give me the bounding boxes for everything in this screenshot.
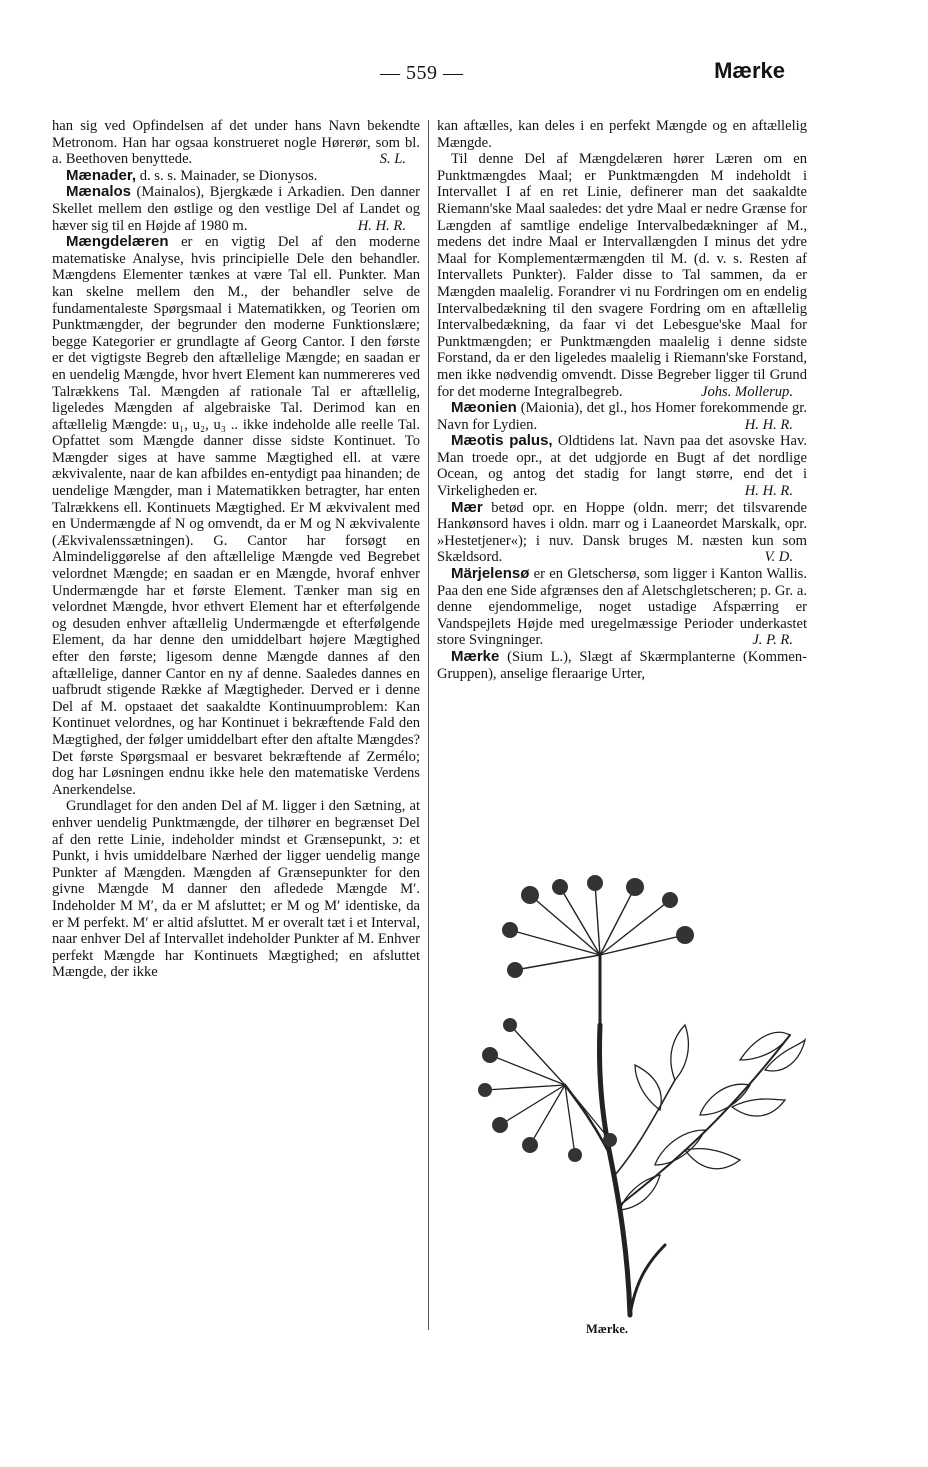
author-signature: J. P. R. <box>752 632 793 649</box>
entry-continuation <box>437 118 807 151</box>
entry-text: betød opr. en Hoppe (oldn. merr; det tilsvarende Hankønsord haves i oldn. marr og i Laaneordet Marskalk, opr. »Hestetjener«); i nuv. Dansk bruges M. næsten kun som Skældsord. <box>437 499 807 566</box>
entry-text: (Mainalos), Bjergkæde i Arkadien. Den danner Skellet mellem den østlige og den vestlige Del af Landet og hæver sig til en Højde af 1980 m. <box>52 184 420 234</box>
column-divider <box>428 120 429 1330</box>
figure-caption: Mærke. <box>586 1322 628 1336</box>
headword: Märjelensø <box>451 565 530 583</box>
entry-text: Oldtidens lat. Navn paa det asovske Hav. Man troede opr., at det udgjorde en Bugt af det nordlige Ocean, og antog det stadig for langt større, end det i Virkeligheden er. <box>437 433 807 500</box>
entry-maerke <box>437 649 807 682</box>
author-signature: V. D. <box>764 549 793 566</box>
entry-text: Grundlaget for den anden Del af M. ligger i den Sætning, at enhver uendelig Punktmængde, der tilhører en begrænset Del af den rette Linie, indeholder mindst et Grænsepunkt, ɔ: et Punkt, i hvis umiddelbare Nærhed der ligger uendelig mange Punkter af Mængden. Mængden af Grænsepunkter for den givne Mængde M danner den afledede Mængde M′. Indeholder M M′, da er M afsluttet; er M og M′ identiske, da er M perfekt. M′ er altid afsluttet. M er overalt tæt i et Interval, naar enhver Del af Intervallet indeholder Punkter af M. Enhver perfekt Mængde har Kontinuets Mægtighed; en afsluttet Mængde, der ikke <box>52 798 420 981</box>
entry-text: er en Gletschersø, som ligger i Kanton Wallis. Paa den ene Side afgrænses den af Aletschgletscheren; p. Gr. a. denne ejendommelige, noget ustadige Afspærring er Vandspejlets Højde med uregelmæssige Perioder underkastet store Svingninger. <box>437 566 808 649</box>
author-signature: S. L. <box>379 151 406 168</box>
entry-text: d. s. s. Mainader, se Dionysos. <box>139 167 318 184</box>
page-header <box>0 58 928 92</box>
author-signature: H. H. R. <box>357 217 406 234</box>
headword: Mæonien <box>451 399 517 417</box>
author-signature: Johs. Mollerup. <box>700 383 793 400</box>
entry-maeotis-palus <box>437 433 807 499</box>
headword: Mærke <box>451 648 500 665</box>
right-column <box>437 118 807 682</box>
entry-paragraph <box>437 151 807 400</box>
author-signature: H. H. R. <box>744 416 793 433</box>
entry-maengdelaeren <box>52 234 420 798</box>
author-signature: H. H. R. <box>744 483 793 500</box>
entry-maer <box>437 500 807 566</box>
headword: Mær <box>451 498 483 516</box>
headword: Mænalos <box>66 183 132 201</box>
entry-text: (Sium L.), Slægt af Skærmplanterne (Kommen-Gruppen), anselige fleraarige Urter, <box>437 649 807 682</box>
entry-text: kan aftælles, kan deles i en perfekt Mængde og en aftællelig Mængde. <box>437 118 807 151</box>
entry-text: er en vigtig Del af den moderne matematiske Analyse, hvis principielle Dele den behandler. Mængdens Elementer tænkes at være Tal ell. Punkter. Man kan skelne mellem den M., der behandler selve de fundamentaleste Spørgsmaal i Matematikken, og Teorien om Punktmængder, der begrunder den moderne Funktionslære; begge Kategorier er grundlagte af Georg Cantor. I den første er det vigtigste Begreb den aftællelige Mængde; en saadan er en uendelig Mængde, hvor hvert Element kan nummereres ved Talrækkens Tal. Mængden af rationale Tal er aftællelig, ligeledes Mængden af algebraiske Tal. Derimod kan en aftællelig Mængde: u₁, u₂, u₃ .. ikke indeholde alle reelle Tal. Opfattet som Mængde danner disse sidste Kontinuet. To Mængder siges at have samme Mægtighed ell. at være ækvivalente, naar de kan afbildes en-entydigt paa hinanden; de uendelige Mængder, man i Matematikken betragter, har enten Talrækkens ell. Kontinuets Mægtighed. Er M ækvivalent med en Undermængde af N og omvendt, da er M og N ækvivalente (Ækvivalenssætningen). G. Cantor har forsøgt en Almindeliggørelse af den aftællelige Mængde ved Begrebet velordnet Mængde; en saadan er en Mængde, hvoraf enhver Undermængde har et første Element. Tænker man sig en velordnet Mængde, hvor ethvert Element har et efterfølgende og desuden enhver aftællelig Undermængde et efterfølgende Element, da har denne den umiddelbart højere Mægtighed efter den første; ligesom denne Mængde dannes af den aftællelige, danner Cantor en ny af denne. Saaledes dannes en uafbrudt stigende Række af Mægtigheder. Derved er i denne Del af M. opstaaet det saakaldte Kontinuumproblem: Kan Kontinuet velordnes, og har Kontinuet i bekræftende Fald den Mægtighed, der følger umiddelbart efter den aftalte Mængdes? Det første Spørgsmaal er besvaret bekræftende af Zermélo; dog har Løsningen endnu ikke hele den matematiske Verdens Anerkendelse. <box>52 234 420 798</box>
running-head: Mærke <box>714 58 785 83</box>
entry-text: han sig ved Opfindelsen af det under hans Navn bekendte Metronom. Han har ogsaa konstrueret nogle Hørerør, som bl. a. Beethoven benyttede. <box>52 118 420 168</box>
plant-illustration <box>470 875 810 1325</box>
headword: Mængdelæren <box>66 233 169 251</box>
page-number: — 559 — <box>380 62 464 84</box>
entry-maenader <box>52 168 420 185</box>
entry-maeonien <box>437 400 807 433</box>
entry-continuation <box>52 118 420 168</box>
entry-maengdelaeren-part2 <box>52 798 420 981</box>
entry-text: (Maionia), det gl., hos Homer forekommende gr. Navn for Lydien. <box>437 400 807 433</box>
entry-text: Til denne Del af Mængdelæren hører Læren om en Punktmængdes Maal; er Punktmængden M indeholdt i Intervallet I af en ret Linie, definerer man det saakaldte Riemann'ske Maal saaledes: det ydre Maal er nedre Grænse for Længden af samtlige endelige Intervalbedækninger af M., medens det indre Maal er Intervallængden I minus det ydre Maal for Komplementærmængden til M. (d. v. s. Resten af Intervallets Punkter). Falder disse to Tal sammen, da er Mængden maalelig. Forandrer vi nu Fordringen om en endelig Intervalbedækning til den svagere Fordring om en aftællelig Intervalbedækning, da faar vi det Lebesgue'ske Maal for Punktmængden; er Punktmængden maalelig i denne sidste Forstand, da er den ligeledes maalelig i Riemann'ske Forstand, men ikke nødvendig omvendt. Disse Begreber ligger til Grund for det moderne Integralbegreb. <box>437 151 807 400</box>
headword: Mænader, <box>66 166 137 184</box>
entry-marjelenso <box>437 566 807 649</box>
headword: Mæotis palus, <box>451 432 553 450</box>
left-column <box>52 118 420 981</box>
entry-maenalos <box>52 184 420 234</box>
